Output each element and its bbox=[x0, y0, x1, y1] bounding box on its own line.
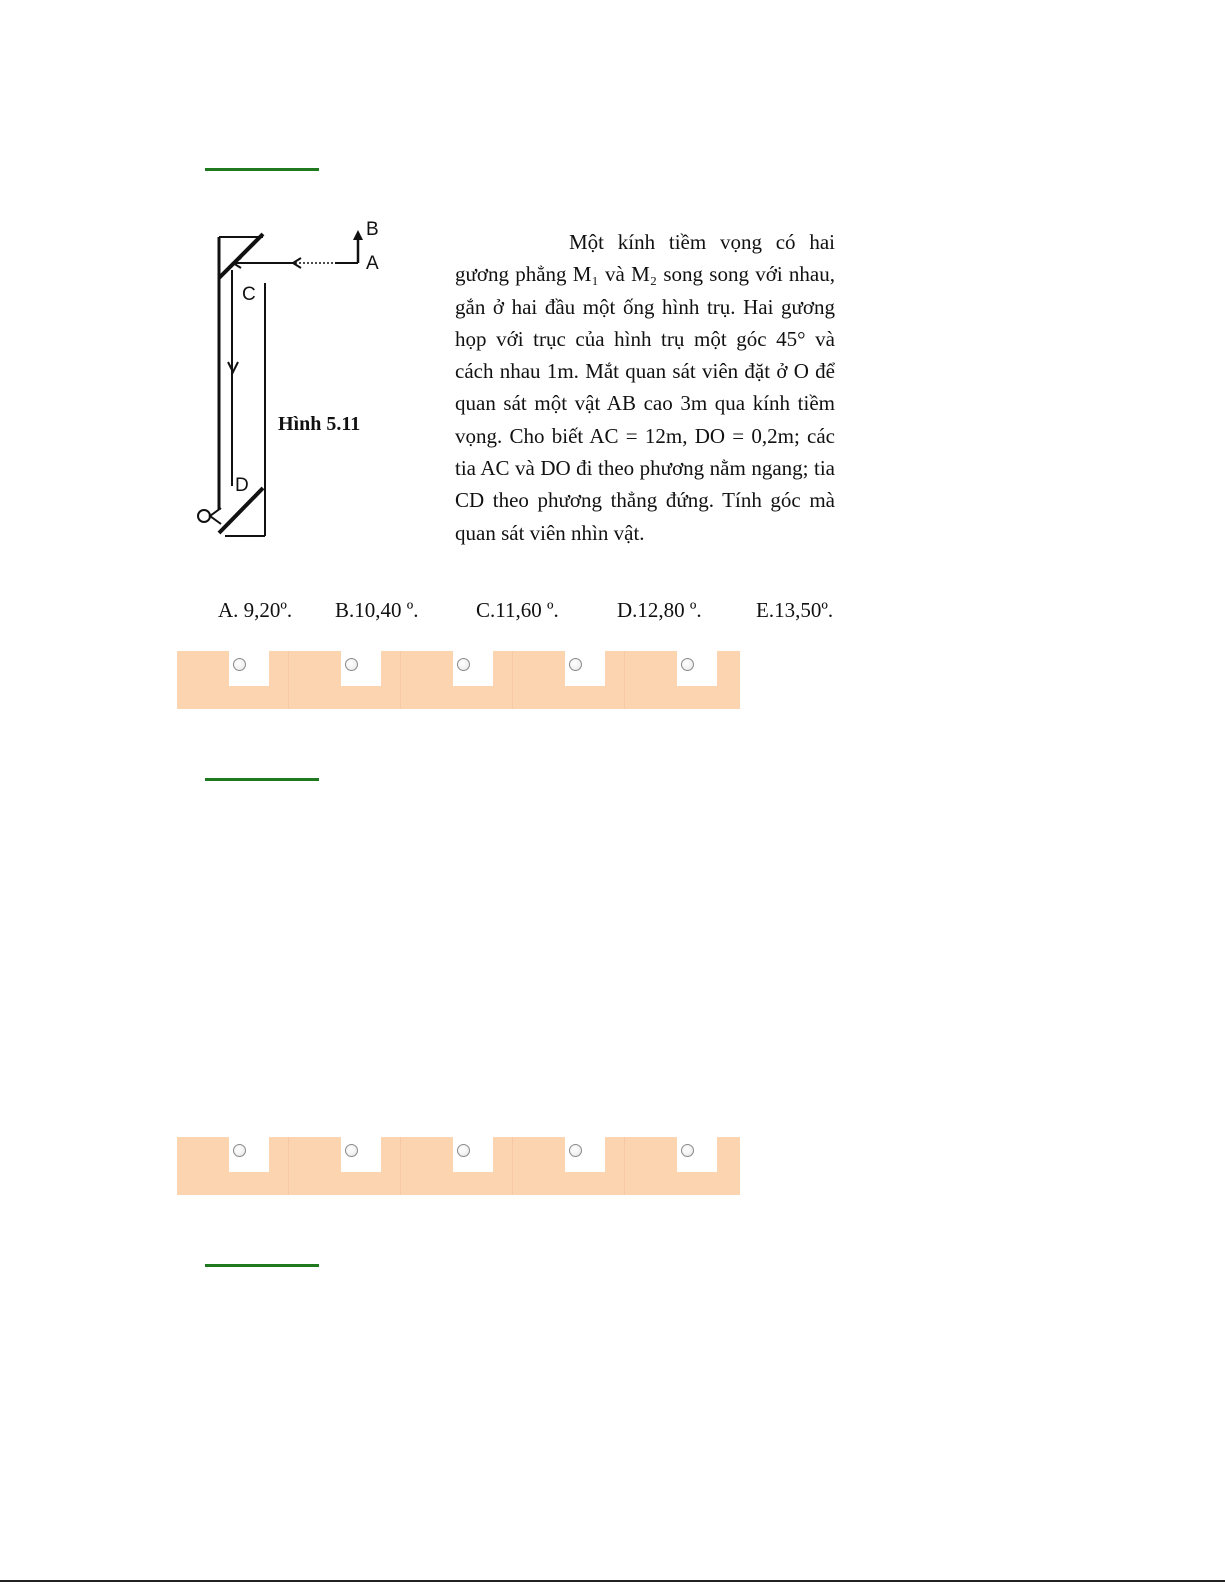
figure-caption: Hình 5.11 bbox=[278, 413, 361, 435]
answer-cell-c bbox=[401, 1137, 513, 1195]
answer-cell-c bbox=[401, 651, 513, 709]
question-1-text bbox=[455, 226, 835, 549]
question-1-options bbox=[218, 598, 848, 628]
answer-cell-e bbox=[625, 651, 740, 709]
answer-cell-e bbox=[625, 1137, 740, 1195]
answer-cell-a bbox=[177, 1137, 289, 1195]
answer-d-radio[interactable] bbox=[569, 658, 582, 671]
answer-b-radio[interactable] bbox=[345, 658, 358, 671]
answer-cell-a bbox=[177, 651, 289, 709]
answer-e-radio[interactable] bbox=[681, 658, 694, 671]
answer-cell-b bbox=[289, 651, 401, 709]
option-a-label: A. 9,20º. bbox=[218, 598, 293, 622]
question-3-heading-rule bbox=[205, 1264, 319, 1267]
figure-label-c: C bbox=[242, 284, 256, 305]
question-1-text-body: Một kính tiềm vọng có hai gương phẳng M₁ và M₂ song song với nhau, gắn ở hai đầu một ống hình trụ. Hai gương họp với trục của hình trụ một góc 45° và cách nhau 1m. Mắt quan sát viên đặt ở O để quan sát một vật AB cao 3m qua kính tiềm vọng. Cho biết AC = 12m, DO = 0,2m; các tia AC và DO đi theo phương nằm ngang; tia CD theo phương thẳng đứng. Tính góc mà quan sát viên nhìn vật. bbox=[455, 230, 835, 545]
figure-label-d: D bbox=[235, 475, 249, 496]
periscope-figure bbox=[185, 210, 415, 550]
question-2-heading-rule bbox=[205, 778, 319, 781]
answer-cell-d bbox=[513, 651, 625, 709]
figure-label-b: B bbox=[366, 219, 379, 240]
question-1-heading-rule bbox=[205, 168, 319, 171]
answer-b-radio[interactable] bbox=[345, 1144, 358, 1157]
figure-label-a: A bbox=[366, 253, 379, 274]
option-c-label: C.11,60 º. bbox=[476, 598, 559, 622]
option-d-label: D.12,80 º. bbox=[617, 598, 702, 622]
answer-cell-d bbox=[513, 1137, 625, 1195]
answer-a-radio[interactable] bbox=[233, 658, 246, 671]
answer-e-radio[interactable] bbox=[681, 1144, 694, 1157]
periscope-diagram bbox=[185, 210, 415, 550]
option-e-label: E.13,50º. bbox=[756, 598, 834, 622]
answer-d-radio[interactable] bbox=[569, 1144, 582, 1157]
answer-a-radio[interactable] bbox=[233, 1144, 246, 1157]
answer-cell-b bbox=[289, 1137, 401, 1195]
option-b-label: B.10,40 º. bbox=[335, 598, 419, 622]
figure-label-o bbox=[187, 509, 188, 510]
question-2-answer-row bbox=[177, 1137, 740, 1195]
page-bottom-border bbox=[0, 1580, 1225, 1582]
answer-c-radio[interactable] bbox=[457, 1144, 470, 1157]
answer-c-radio[interactable] bbox=[457, 658, 470, 671]
question-1-answer-row bbox=[177, 651, 740, 709]
